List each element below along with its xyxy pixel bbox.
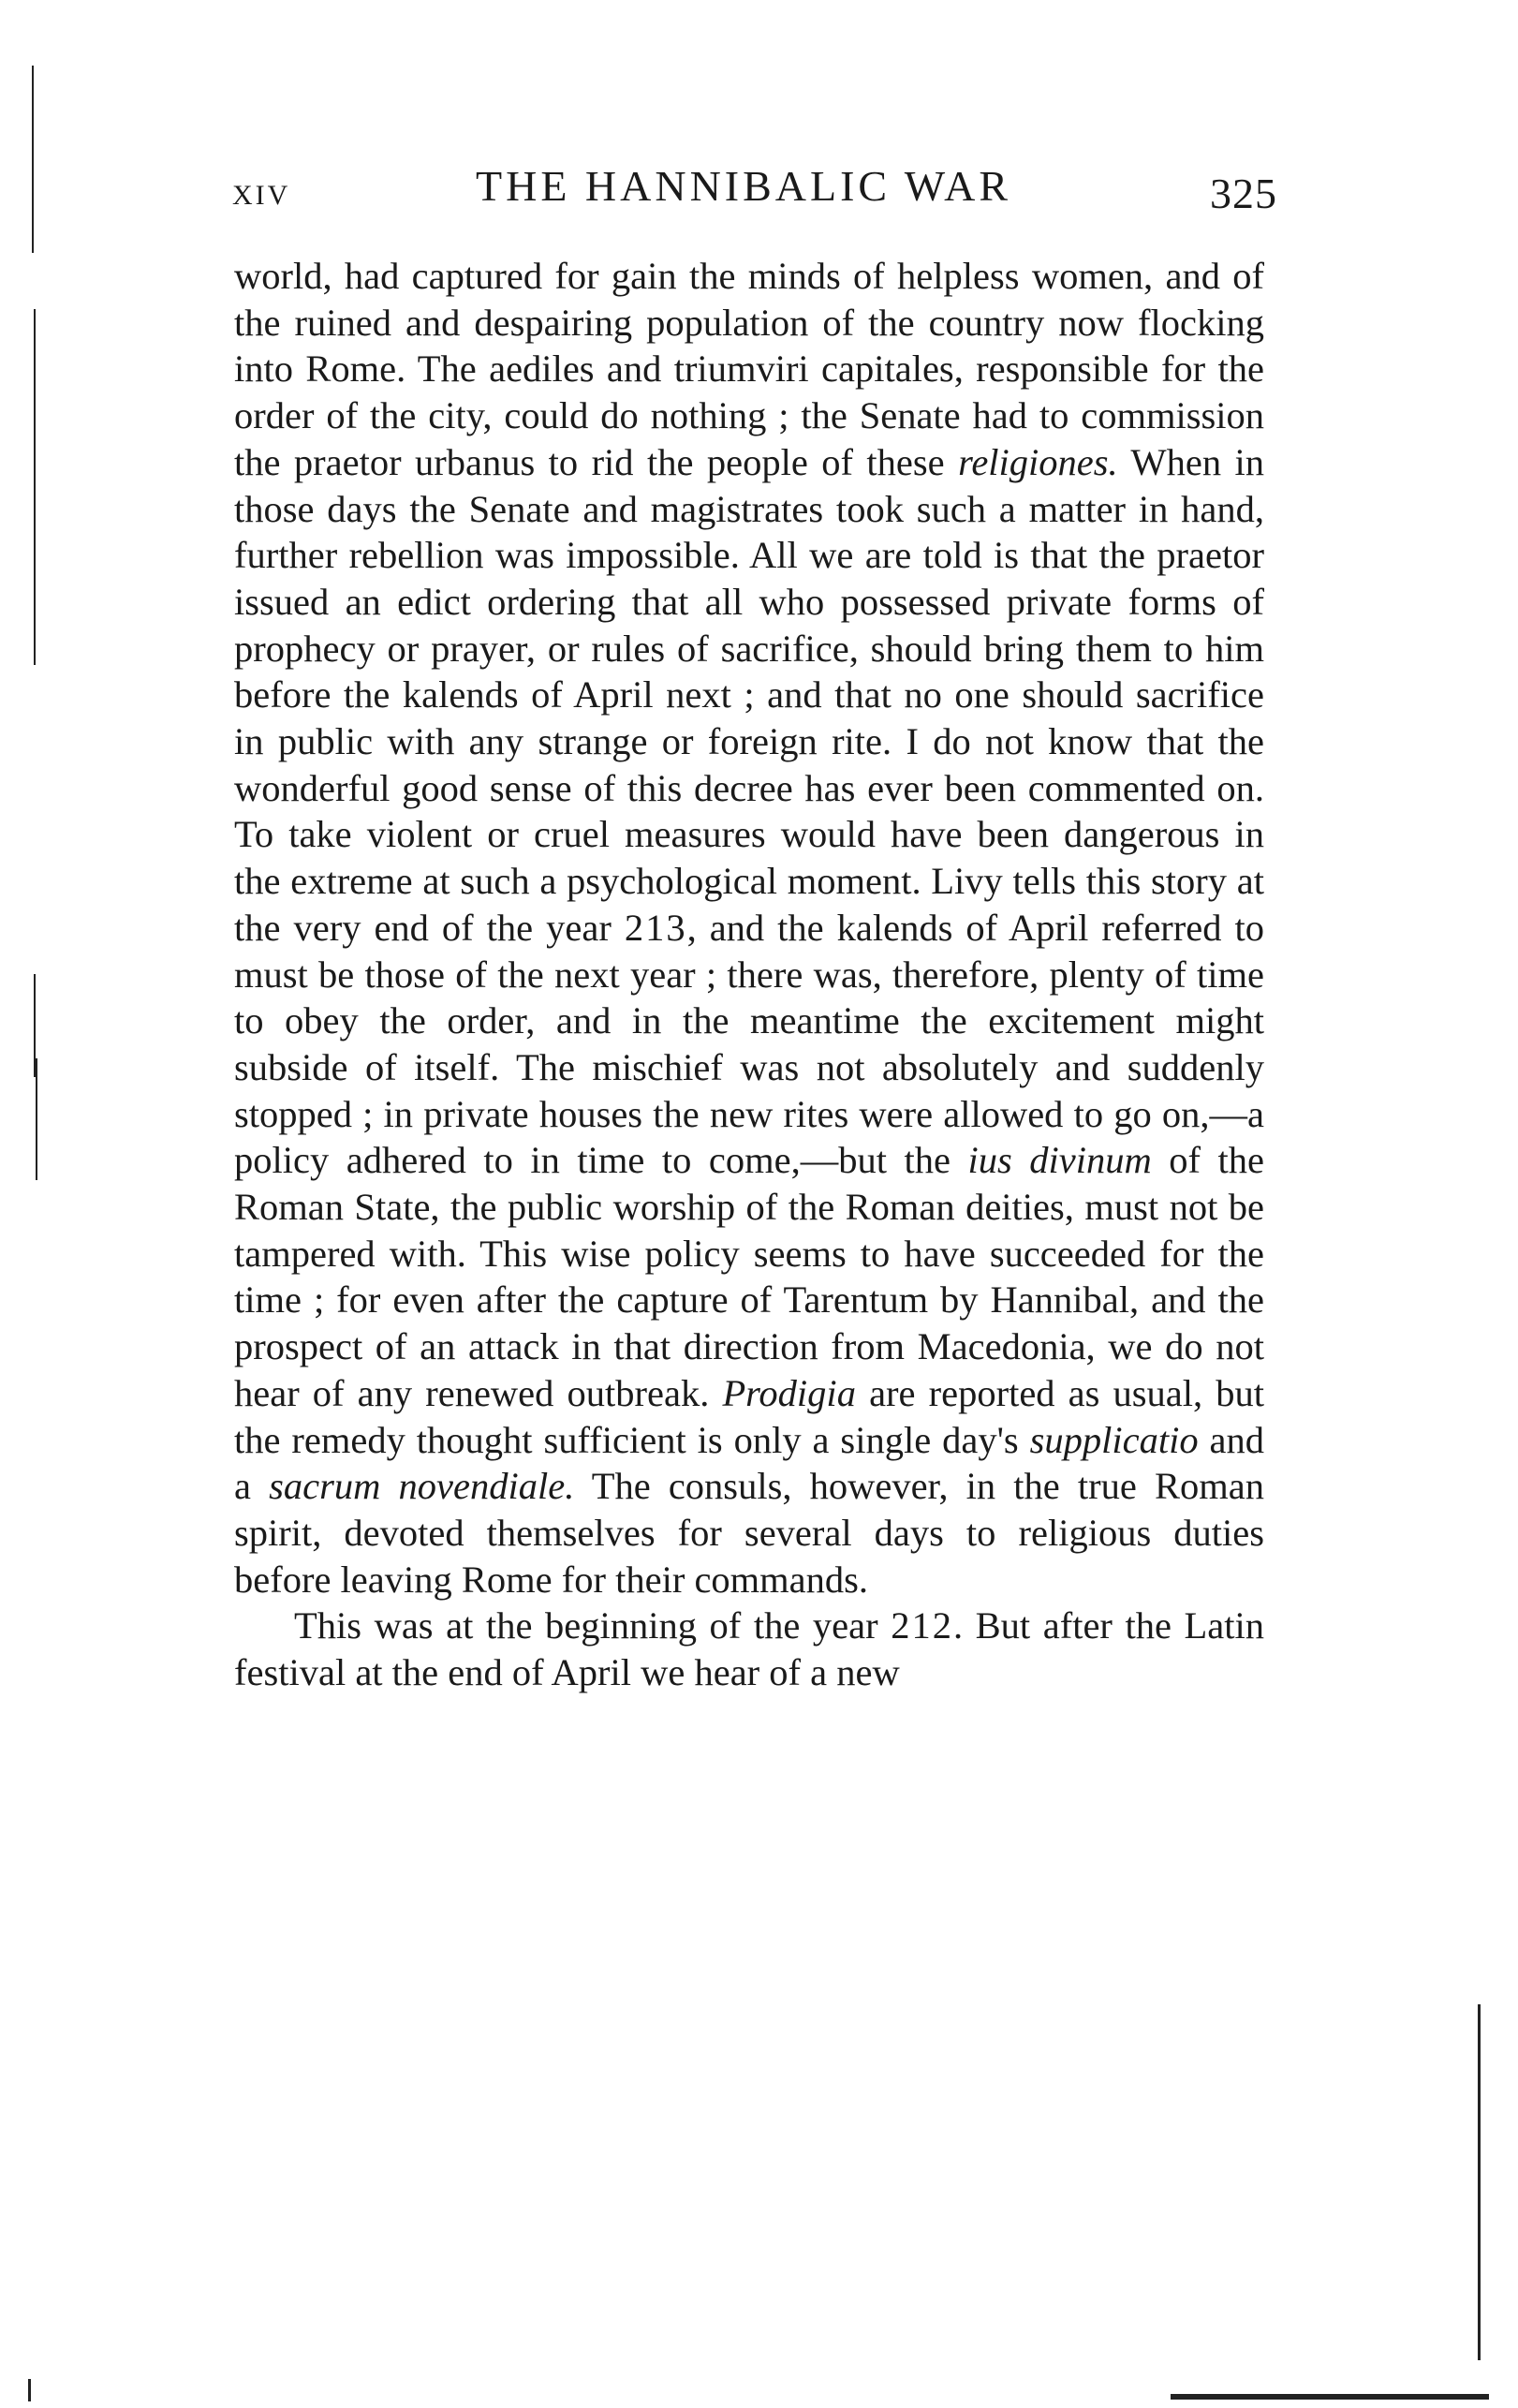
body-text: [234, 253, 1264, 1696]
text-run: are reported as usual, but the remedy thought sufficient is only a single day's: [234, 1371, 1264, 1461]
paragraph-1: [234, 253, 1264, 1603]
scan-edge-line: [32, 66, 34, 253]
italic-term-ius-divinum: ius divinum: [967, 1139, 1152, 1182]
text-run: When in those days the Senate and magistrates took such a matter in hand, further rebellion was impossible. All we are told is that the praetor issued an edict ordering that all who possessed private forms of prophecy or prayer, or rules of sacrifice, should bring them to him before the kalends of April next ; and that no one should sacrifice in public with any strange or foreign rite. I do not know that the wonderful good sense of this decree has ever been commented on. To take violent or cruel measures would have been dangerous in the extreme at such a psychological moment. Livy tells this story at the very end of the year: [234, 440, 1264, 949]
running-title: THE HANNIBALIC WAR: [476, 162, 1012, 210]
text-run: world, had captured for gain the minds of helpless women, and of the ruined and despairing population of the country now flocking into Rome. The aediles and triumviri capitales, responsible for the order of the city, could do nothing ; the Senate had to commission the praetor urbanus to rid the people of these: [234, 255, 1264, 483]
text-run: The consuls, however, in the true Roman spirit, devoted themselves for several days to religious duties before leaving Rome for their commands.: [234, 1465, 1265, 1601]
running-head: [232, 161, 1281, 217]
text-run: , and the kalends of April referred to must be those of the next year ; there was, therefore, plenty of time to obey the order, and in the meantime the excitement might subside of itself. The mischief was not absolutely and suddenly stopped ; in private houses the new rites were allowed to go on,—a policy adhered to in time to come,—but the: [234, 906, 1264, 1182]
italic-term-sacrum-novendiale: sacrum novendiale.: [269, 1465, 575, 1508]
scan-edge-line: [34, 309, 36, 665]
year-212: 212: [891, 1604, 953, 1647]
scan-edge-line: [1171, 2394, 1489, 2400]
scan-edge-line: [36, 1058, 37, 1180]
italic-term-religiones: religiones.: [958, 440, 1118, 483]
italic-term-prodigia: Prodigia: [722, 1371, 856, 1414]
text-run: . But after the Latin festival at the end of April we hear of a new: [234, 1604, 1265, 1694]
scan-edge-line: [1478, 2004, 1481, 2360]
text-run: and a: [234, 1418, 1264, 1508]
scan-edge-line: [28, 2379, 31, 2401]
text-run: This was at the beginning of the year: [294, 1604, 892, 1647]
chapter-number: XIV: [232, 180, 291, 211]
text-run: of the Roman State, the public worship of the Roman deities, must not be tampered with. This wise policy seems to have succeeded for the time ; for even after the capture of Tarentum by Hannibal, and the prospect of an attack in that direction from Macedonia, we do not hear of any renewed outbreak.: [234, 1139, 1264, 1414]
italic-term-supplicatio: supplicatio: [1029, 1418, 1199, 1461]
year-213: 213: [624, 906, 687, 949]
page-number: 325: [1210, 170, 1277, 217]
paragraph-2: [234, 1603, 1264, 1695]
